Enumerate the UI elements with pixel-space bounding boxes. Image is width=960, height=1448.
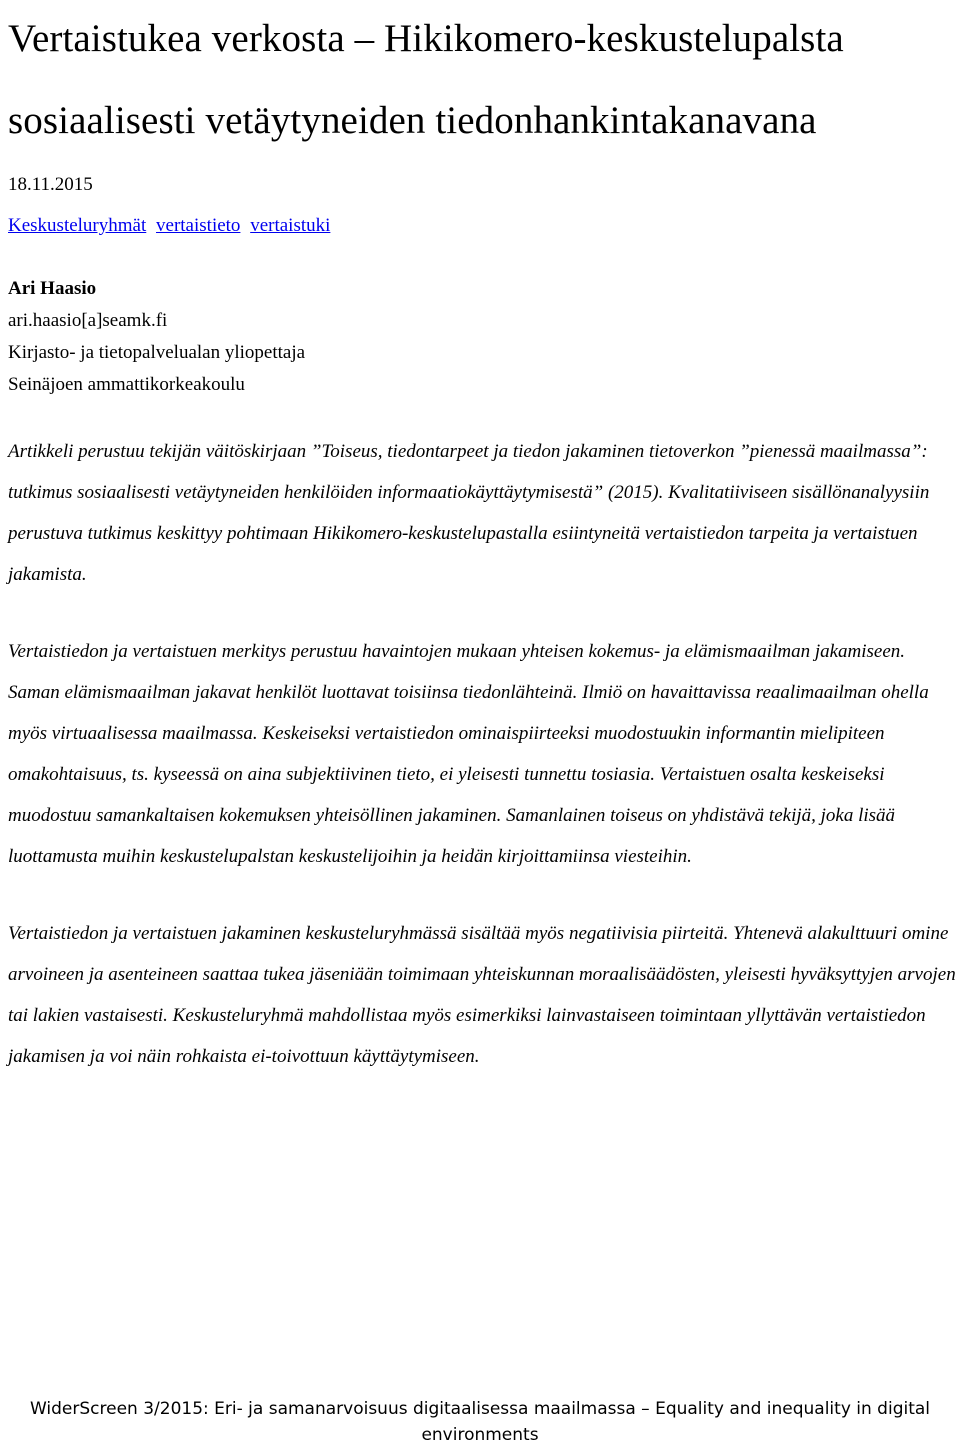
tag-list xyxy=(8,213,958,239)
abstract-paragraph-3: Vertaistiedon ja vertaistuen jakaminen keskusteluryhmässä sisältää myös negatiivisia piirteitä. Yhtenevä alakulttuuri omine arvoineen ja asenteineen saattaa tukea jäseniään toimimaan yhteiskunnan moraalisäädösten, yleisesti hyväksyttyjen arvojen tai lakien vastaisesti. Keskusteluryhmä mahdollistaa myös esimerkiksi lainvastaiseen toimintaan yllyttävän vertaistiedon jakamisen ja voi näin rohkaista ei-toivottuun käyttäytymiseen. xyxy=(8,923,956,1067)
abstract-paragraph-1: Artikkeli perustuu tekijän väitöskirjaan ”Toiseus, tiedontarpeet ja tiedon jakaminen tietoverkon ”pienessä maailmassa”: tutkimus sosiaalisesti vetäytyneiden henkilöiden informaatiokäyttäytymisestä” (2015). Kvalitatiiviseen sisällönanalyysiin perustuva tutkimus keskittyy pohtimaan Hikikomero-keskustelupastalla esiintyneitä vertaistiedon tarpeita ja vertaistuen jakamista. xyxy=(8,441,930,585)
article-page xyxy=(8,0,958,1113)
author-organization: Seinäjoen ammattikorkeakoulu xyxy=(8,374,245,395)
journal-footer: WiderScreen 3/2015: Eri- ja samanarvoisuus digitaalisessa maailmassa – Equality and inequality in digital environments xyxy=(29,1399,931,1445)
author-email: ari.haasio[a]seamk.fi xyxy=(8,310,168,331)
author-info xyxy=(8,273,958,401)
tag-link-keskusteluryhmat[interactable]: Keskusteluryhmät xyxy=(8,215,147,236)
abstract xyxy=(8,431,958,1077)
tag-link-vertaistieto[interactable]: vertaistieto xyxy=(156,215,241,236)
author-position: Kirjasto- ja tietopalvelualan yliopettaja xyxy=(8,342,306,363)
publish-date: 18.11.2015 xyxy=(8,174,93,195)
tag-link-vertaistuki[interactable]: vertaistuki xyxy=(250,215,331,236)
abstract-paragraph-2: Vertaistiedon ja vertaistuen merkitys perustuu havaintojen mukaan yhteisen kokemus- ja elämismaailman jakamiseen. Saman elämismaailman jakavat henkilöt luottavat toisiinsa tiedonlähteinä. Ilmiö on havaittavissa reaalimaailman ohella myös virtuaalisessa maailmassa. Keskeiseksi vertaistiedon ominaispiirteeksi muodostuukin informantin mielipiteen omakohtaisuus, ts. kyseessä on aina subjektiivinen tieto, ei yleisesti tunnettu tosiasia. Vertaistuen osalta keskeiseksi muodostuu samankaltaisen kokemuksen yhteisöllinen jakaminen. Samanlainen toiseus on yhdistävä tekijä, joka lisää luottamusta muihin keskustelupalstan keskustelijoihin ja heidän kirjoittamiinsa viesteihin. xyxy=(8,641,929,867)
article-title: Vertaistukea verkosta – Hikikomero-keskustelupalsta sosiaalisesti vetäytyneiden tiedonhankintakanavana xyxy=(8,17,844,142)
author-name: Ari Haasio xyxy=(8,278,97,299)
